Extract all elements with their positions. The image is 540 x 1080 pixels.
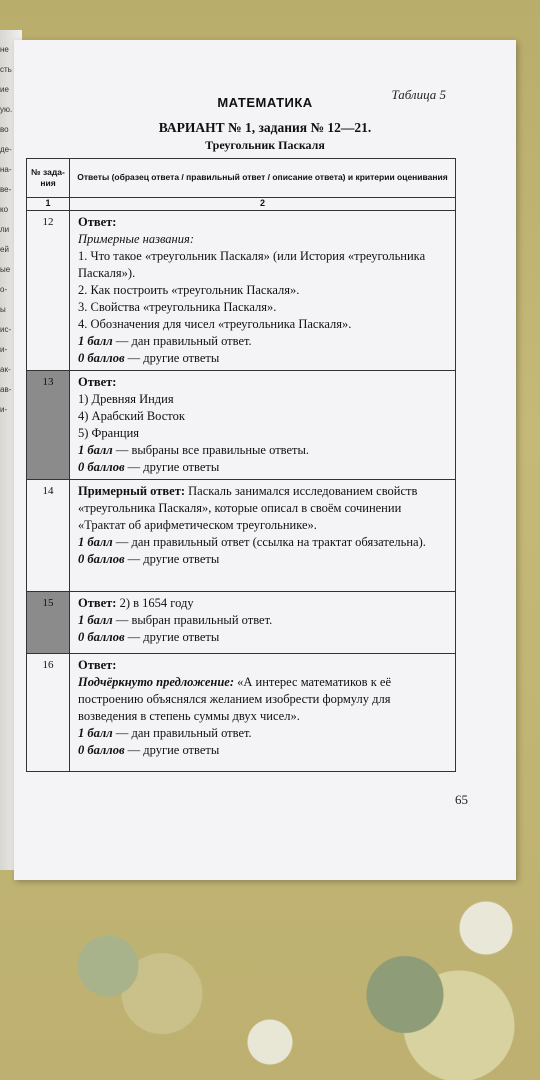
answer-cell [70, 654, 456, 772]
task-number: 13 [27, 371, 70, 480]
score-line-1: 1 балл — дан правильный ответ. [78, 334, 252, 348]
table-row [27, 654, 456, 772]
answer-heading: Ответ: [78, 658, 117, 672]
score-line-1: 1 балл — дан правильный ответ. [78, 726, 252, 740]
task-number: 15 [27, 592, 70, 654]
answer-line: 4) Арабский Восток [78, 409, 185, 423]
answer-cell [70, 211, 456, 371]
tablecloth-background [0, 890, 540, 1080]
score-line-0: 0 баллов — другие ответы [78, 630, 220, 644]
score-line-0: 0 баллов — другие ответы [78, 351, 220, 365]
variant-title: ВАРИАНТ № 1, задания № 12—21. [158, 120, 372, 135]
answers-table [26, 158, 456, 772]
task-number: 16 [27, 654, 70, 772]
score-line-0: 0 баллов — другие ответы [78, 460, 220, 474]
column-number-2: 2 [70, 198, 456, 211]
table-row [27, 371, 456, 480]
score-line-1: 1 балл — выбран правильный ответ. [78, 613, 273, 627]
subject-title: МАТЕМАТИКА [217, 95, 313, 110]
page-number: 65 [455, 792, 468, 807]
table-row [27, 211, 456, 371]
score-line-0: 0 баллов — другие ответы [78, 552, 220, 566]
table-label: Таблица 5 [391, 87, 446, 102]
answer-line: 1. Что такое «треугольник Паскаля» (или История «треугольника Паскаля»). [78, 249, 426, 280]
answer-subheading: Примерные названия: [78, 232, 194, 246]
answer-heading: Ответ: [78, 375, 117, 389]
table-row [27, 480, 456, 592]
answer-line: 1) Древняя Индия [78, 392, 174, 406]
answer-paragraph: Примерный ответ: Паскаль занимался исследованием свойств «треугольника Паскаля», которые описал в своём сочинении «Трактат об арифметическом треугольнике». [78, 484, 418, 532]
column-number-row [27, 198, 456, 211]
answer-line: 4. Обозначения для чисел «треугольника Паскаля». [78, 317, 352, 331]
answer-heading: Ответ: [78, 215, 117, 229]
task-number: 12 [27, 211, 70, 371]
task-number: 14 [27, 480, 70, 592]
topic-title: Треугольник Паскаля [205, 138, 325, 152]
answer-line: 2. Как построить «треугольник Паскаля». [78, 283, 300, 297]
header-answers: Ответы (образец ответа / правильный ответ / описание ответа) и критерии оценивания [70, 159, 456, 198]
answer-line: 5) Франция [78, 426, 140, 440]
answer-paragraph: Подчёркнуто предложение: «А интерес математиков к её построению объяснялся желанием изобрести формулу для возведения в степень суммы двух чисел». [78, 675, 391, 723]
answer-line: 3. Свойства «треугольника Паскаля». [78, 300, 277, 314]
table-row [27, 592, 456, 654]
score-line-1: 1 балл — выбраны все правильные ответы. [78, 443, 310, 457]
answer-cell [70, 371, 456, 480]
answer-paragraph: Ответ: 2) в 1654 году [78, 596, 194, 610]
column-number-1: 1 [27, 198, 70, 211]
score-line-0: 0 баллов — другие ответы [78, 743, 220, 757]
answer-cell [70, 480, 456, 592]
header-task-number: № зада-ния [27, 159, 70, 198]
adjacent-page-text: не сть ие ую. во де- на- ве- ко ли ей ые о- ы ис- и- ак- ав- и- [0, 45, 13, 414]
score-line-1: 1 балл — дан правильный ответ (ссылка на трактат обязательна). [78, 535, 426, 549]
book-page [14, 40, 516, 880]
table-header-row [27, 159, 456, 198]
answer-cell [70, 592, 456, 654]
